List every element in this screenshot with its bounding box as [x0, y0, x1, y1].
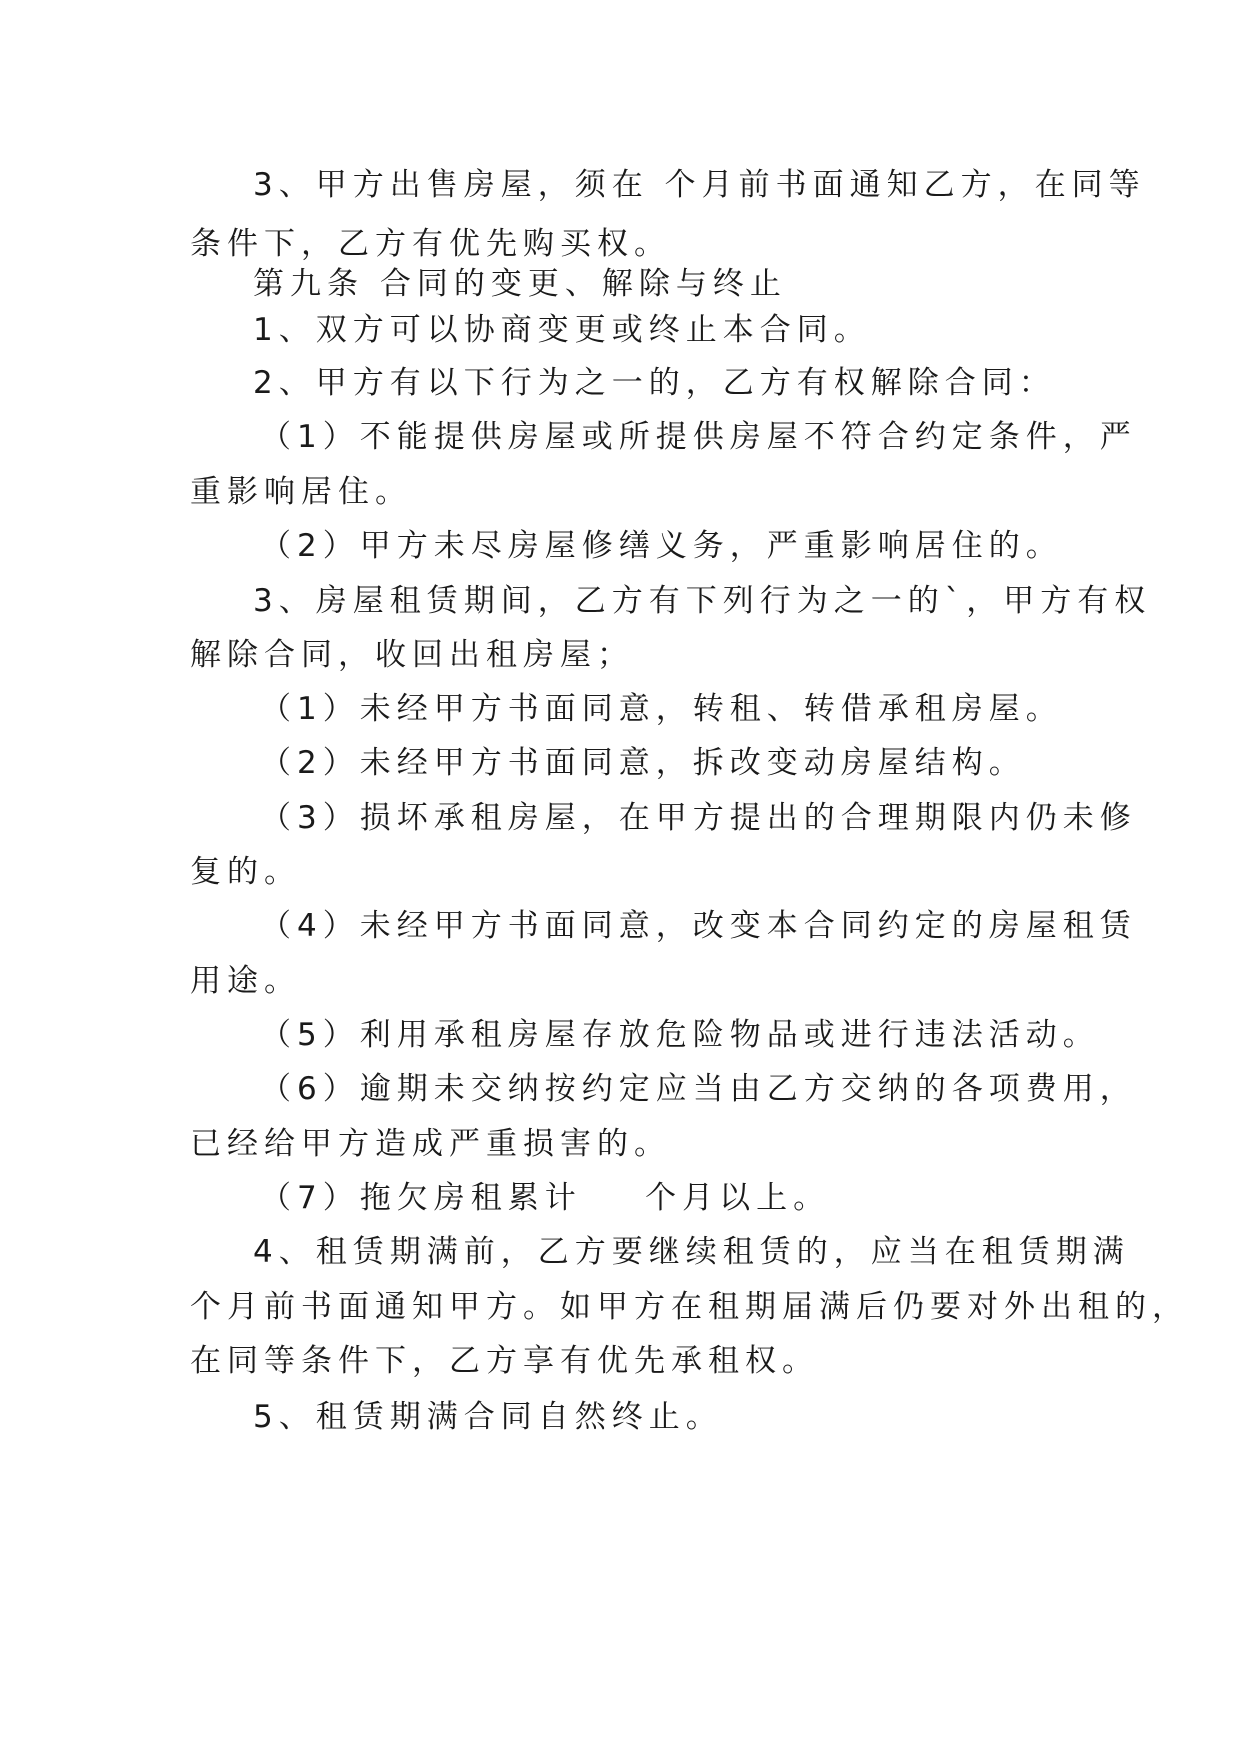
- clause-9-4-line-3: 在同等条件下，乙方享有优先承租权。: [190, 1343, 819, 1379]
- article-9-heading: 第九条 合同的变更、解除与终止: [253, 266, 787, 302]
- clause-9-3-item-3-line-2: 复的。: [190, 854, 301, 890]
- clause-9-3-line-1: 3、房屋租赁期间，乙方有下列行为之一的`，甲方有权: [253, 583, 1152, 619]
- clause-9-4-line-2: 个月前书面通知甲方。如甲方在租期届满后仍要对外出租的，: [190, 1289, 1189, 1325]
- clause-9-1: 1、双方可以协商变更或终止本合同。: [253, 312, 871, 348]
- clause-9-3-item-3-line-1: （3）损坏承租房屋，在甲方提出的合理期限内仍未修: [260, 800, 1137, 836]
- clause-9-2-item-1-line-1: （1）不能提供房屋或所提供房屋不符合约定条件，严: [260, 419, 1137, 455]
- clause-9-3-item-5: （5）利用承租房屋存放危险物品或进行违法活动。: [260, 1017, 1100, 1053]
- clause-9-3-line-2: 解除合同，收回出租房屋；: [190, 637, 634, 673]
- clause-9-3-item-6-line-1: （6）逾期未交纳按约定应当由乙方交纳的各项费用，: [260, 1071, 1137, 1107]
- clause-8-3-line-2: 条件下，乙方有优先购买权。: [190, 226, 671, 262]
- clause-9-3-item-1: （1）未经甲方书面同意，转租、转借承租房屋。: [260, 691, 1063, 727]
- clause-9-3-item-4-line-1: （4）未经甲方书面同意，改变本合同约定的房屋租赁: [260, 908, 1137, 944]
- clause-9-4-line-1: 4、租赁期满前，乙方要继续租赁的，应当在租赁期满: [253, 1234, 1130, 1270]
- clause-9-2-item-2: （2）甲方未尽房屋修缮义务，严重影响居住的。: [260, 528, 1063, 564]
- clause-9-5: 5、租赁期满合同自然终止。: [253, 1399, 723, 1435]
- clause-9-3-item-4-line-2: 用途。: [190, 963, 301, 999]
- clause-9-3-item-2: （2）未经甲方书面同意，拆改变动房屋结构。: [260, 745, 1026, 781]
- clause-8-3-line-1: 3、甲方出售房屋，须在 个月前书面通知乙方，在同等: [253, 167, 1146, 203]
- clause-9-2: 2、甲方有以下行为之一的，乙方有权解除合同：: [253, 365, 1056, 401]
- clause-9-2-item-1-line-2: 重影响居住。: [190, 474, 412, 510]
- clause-9-3-item-6-line-2: 已经给甲方造成严重损害的。: [190, 1126, 671, 1162]
- clause-9-3-item-7: （7）拖欠房租累计 个月以上。: [260, 1180, 831, 1216]
